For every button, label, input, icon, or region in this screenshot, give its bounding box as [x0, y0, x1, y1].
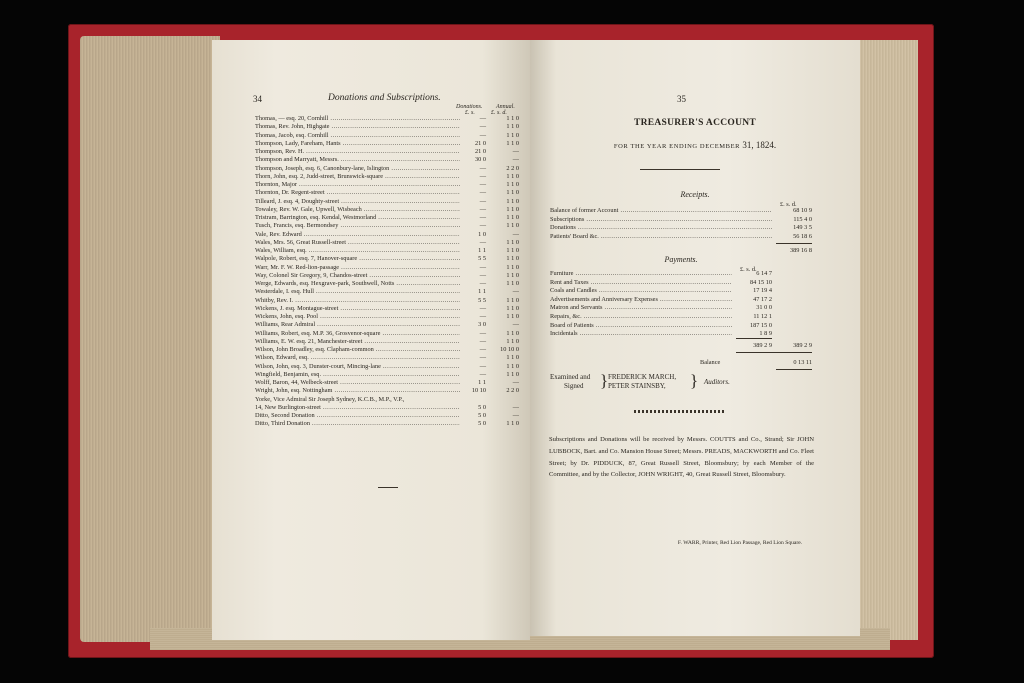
donor-row	[255, 371, 519, 379]
donor-row	[255, 272, 519, 280]
donor-row	[255, 412, 519, 420]
donor-name: Yorke, Vice Admiral Sir Joseph Sydney, K.C.B., M.P., V.P.,	[255, 395, 405, 403]
donor-row	[255, 231, 519, 239]
subtitle-text: FOR THE YEAR ENDING DECEMBER	[613, 143, 741, 150]
donor-name: Thomas, Jacob, esq. Cornhill .....	[255, 132, 460, 140]
payments-rule-2	[736, 352, 812, 353]
payments-item: Board of Patients .....	[550, 322, 732, 329]
end-rule	[378, 487, 398, 488]
subtitle-year: 31, 1824.	[742, 140, 777, 150]
annual-value: 2 2 0	[506, 164, 519, 172]
right-page-number: 35	[677, 94, 686, 104]
donor-name: Vale, Rev. Edward .....	[255, 231, 460, 239]
donor-row	[255, 222, 519, 230]
payments-amount: 31 0 0	[756, 304, 772, 312]
payments-heading: Payments.	[664, 255, 698, 264]
donation-value: 1 1	[478, 288, 486, 296]
auditor-1: FREDERICK MARCH,	[608, 373, 677, 381]
donor-name: Wright, John, esq. Nottingham .....	[255, 387, 460, 395]
balance-label: Balance	[700, 359, 721, 366]
annual-value: 1 1 0	[506, 313, 519, 320]
donor-row	[255, 123, 519, 131]
donor-name: Thompson, Lady, Fareham, Hants .....	[255, 140, 460, 148]
annual-value: 1 1 0	[506, 247, 519, 254]
donor-name: Wingfield, Benjamin, esq. .....	[255, 371, 460, 379]
donor-name: Wilson, Edward, esq. .....	[255, 354, 460, 362]
annual-value: 1 1 0	[506, 123, 519, 131]
payments-rule	[736, 338, 772, 339]
annual-value: 1 1 0	[506, 222, 519, 230]
payments-item: Furniture .....	[550, 270, 732, 277]
annual-value: 1 1 0	[506, 189, 519, 197]
printer-imprint: F. WARR, Printer, Red Lion Passage, Red Lion Square.	[677, 540, 803, 546]
donor-list	[255, 115, 519, 429]
donor-name: Wales, William, esq. .....	[255, 247, 460, 255]
receipts-units: £. s. d.	[780, 201, 797, 208]
donor-name: Thompson, Joseph, esq. 6, Canonbury-lane, Islington .....	[255, 165, 460, 173]
donation-value: 5 0	[478, 403, 486, 411]
auditors-label: Auditors.	[704, 378, 730, 386]
donor-name: Wolff, Baron, 44, Welbeck-street .....	[255, 379, 460, 387]
annual-value: —	[512, 156, 519, 164]
annual-value: —	[512, 148, 519, 155]
donor-row	[255, 140, 519, 148]
annual-value: —	[512, 403, 519, 411]
donation-value: —	[479, 123, 486, 131]
donor-name: Whitby, Rev. I. .....	[255, 297, 460, 305]
right-page	[530, 40, 860, 636]
annual-value: —	[512, 288, 519, 296]
donor-name: Werge, Edwards, esq. Hexgrave-park, Southwell, Notts .....	[255, 280, 460, 288]
donor-name: Williams, E. W. esq. 21, Manchester-street .....	[255, 338, 460, 346]
donation-value: —	[479, 304, 486, 312]
donation-value: 30 0	[474, 156, 486, 164]
donation-value: 5 0	[478, 420, 486, 428]
donation-value: 5 5	[478, 296, 486, 304]
donation-value: 1 0	[478, 230, 486, 238]
donor-row	[255, 330, 519, 338]
payments-total: 389 2 9	[753, 342, 772, 349]
donor-row	[255, 321, 519, 329]
annual-value: 1 1 0	[506, 197, 519, 205]
payments-total-right: 389 2 9	[793, 342, 812, 349]
payments-amount: 47 17 2	[753, 295, 772, 303]
donor-name: Wilson, John Broadley, esq. Clapham-common .....	[255, 346, 460, 354]
payments-item: Coals and Candles .....	[550, 287, 732, 294]
payments-amount: 6 14 7	[756, 270, 772, 277]
donation-value: —	[479, 238, 486, 246]
donor-row	[255, 264, 519, 272]
donor-row	[255, 156, 519, 164]
annual-value: 1 1 0	[506, 131, 519, 139]
donor-name: Way, Colonel Sir Gregory, 9, Chandos-street .....	[255, 272, 460, 280]
donation-value: —	[479, 197, 486, 205]
donor-name: Thomas, — esq. 20, Cornhill .....	[255, 115, 460, 123]
annual-value: 1 1 0	[506, 329, 519, 337]
donation-value: 3 0	[478, 321, 486, 329]
payments-item: Incidentals .....	[550, 330, 732, 337]
donor-row	[255, 346, 519, 354]
payments-amount: 1 8 9	[759, 330, 772, 338]
receipts-amount: 68 10 9	[793, 207, 812, 214]
payments-item: Advertisements and Anniversary Expenses .....	[550, 296, 732, 303]
right-brace: }	[690, 371, 699, 390]
donor-name: Ditto, Third Donation .....	[255, 420, 460, 428]
donor-row	[255, 214, 519, 222]
donor-name: Thomas, Rev. John, Highgate .....	[255, 123, 460, 131]
donation-value: 1 1	[478, 247, 486, 254]
annual-value: —	[512, 379, 519, 386]
donation-value: —	[479, 354, 486, 362]
donor-row	[255, 420, 519, 428]
donation-value: —	[479, 222, 486, 230]
donor-row	[255, 404, 519, 412]
receipts-rule	[776, 243, 812, 244]
donor-row	[255, 280, 519, 288]
donor-name: 14, New Burlington-street .....	[255, 404, 460, 412]
examined-block	[550, 373, 590, 390]
donor-row	[255, 305, 519, 313]
donor-name: Thorn, John, esq. 2, Judd-street, Brunswick-square .....	[255, 173, 460, 181]
annual-value: 1 1 0	[506, 362, 519, 370]
donor-row	[255, 313, 519, 321]
donor-row	[255, 181, 519, 189]
annual-value: 1 1 0	[506, 255, 519, 263]
title-rule	[640, 169, 720, 170]
donation-value: —	[479, 346, 486, 353]
receipts-item: Donations .....	[550, 224, 772, 231]
receipts-amount: 149 3 5	[793, 224, 812, 232]
donor-name: Williams, Robert, esq. M.P. 36, Grosvenor-square .....	[255, 330, 460, 338]
annual-value: 1 1 0	[506, 337, 519, 345]
payments-amount: 187 15 0	[749, 321, 772, 329]
donor-row	[255, 173, 519, 181]
donor-name: Thornton, Dr. Regent-street .....	[255, 189, 460, 197]
annual-value: 1 1 0	[506, 370, 519, 378]
donor-row	[255, 297, 519, 305]
right-page-edges	[858, 40, 918, 640]
donation-value: —	[479, 214, 486, 221]
receipts-item: Subscriptions .....	[550, 216, 772, 223]
donation-value: —	[479, 370, 486, 378]
annual-value: 1 1 0	[506, 181, 519, 188]
donor-name: Ditto, Second Donation .....	[255, 412, 460, 420]
donor-row	[255, 288, 519, 296]
donor-row	[255, 338, 519, 346]
donor-row	[255, 396, 519, 404]
receipts-amount: 115 4 0	[793, 215, 812, 223]
col-donations-units: £. s.	[465, 110, 475, 116]
left-brace: }	[600, 371, 609, 390]
donor-name: Towaley, Rev. W. Gale, Upwell, Wisbeach .....	[255, 206, 460, 214]
left-page-edges	[80, 36, 220, 642]
subscription-notice: Subscriptions and Donations will be received by Messrs. COUTTS and Co., Strand; Sir JOHN LUBBOCK, Bart. and Co. Mansion House Street; Messrs. PREADS, MACKWORTH and Co. Fleet Street; by Dr. PIDDUCK, 87, Great Russell Street, Bloomsbury; by each Member of the Committee, and by the Collector, JOHN WRIGHT, 40, Great Russell Street, Bloomsbury.	[549, 436, 814, 479]
donation-value: —	[479, 280, 486, 287]
annual-value: 1 1 0	[506, 304, 519, 312]
receipts-heading: Receipts.	[680, 190, 710, 199]
donation-value: 5 0	[478, 412, 486, 419]
donor-row	[255, 255, 519, 263]
donor-name: Wickens, John, esq. Pool .....	[255, 313, 460, 321]
payments-amount: 84 15 10	[749, 278, 772, 286]
donation-value: —	[479, 205, 486, 213]
donor-name: Williams, Rear Admiral .....	[255, 321, 460, 329]
donor-name: Walpole, Robert, esq. 7, Hanover-square .....	[255, 255, 460, 263]
receipts-item: Patients' Board &c. .....	[550, 233, 772, 240]
annual-value: 10 10 0	[500, 346, 519, 353]
annual-value: 1 1 0	[506, 280, 519, 287]
left-page-number: 34	[253, 94, 262, 104]
col-donations-header: Donations.	[456, 104, 483, 110]
donation-value: 5 5	[478, 255, 486, 263]
donation-value: 1 1	[478, 379, 486, 386]
annual-value: 1 1 0	[506, 420, 519, 428]
donor-row	[255, 247, 519, 255]
donor-name: Westerdale, I. esq. Hull .....	[255, 288, 460, 296]
auditor-2: PETER STAINSBY,	[608, 381, 666, 390]
donor-name: Wales, Mrs. 56, Great Russell-street .....	[255, 239, 460, 247]
annual-value: 1 1 0	[506, 238, 519, 246]
donation-value: —	[479, 337, 486, 345]
donor-row	[255, 165, 519, 173]
donor-name: Tristram, Barrington, esq. Kendal, Westmorland .....	[255, 214, 460, 222]
donation-value: —	[479, 164, 486, 172]
donor-row	[255, 148, 519, 156]
col-annual-header: Annual.	[496, 104, 515, 110]
annual-value: —	[512, 230, 519, 238]
ornament-rule	[634, 410, 724, 413]
annual-value: 2 2 0	[506, 387, 519, 395]
receipts-total: 389 16 8	[789, 247, 812, 254]
donation-value: 10 10	[471, 387, 486, 395]
donation-value: —	[479, 271, 486, 279]
annual-value: 1 1 0	[506, 172, 519, 180]
balance-rule	[776, 369, 812, 370]
payments-units: £. s. d.	[740, 266, 757, 273]
donation-value: —	[479, 329, 486, 337]
donation-value: —	[479, 131, 486, 139]
annual-value: 1 1 0	[506, 115, 519, 122]
donation-value: 21 0	[474, 139, 486, 147]
receipts-amount: 56 18 6	[793, 232, 812, 240]
donor-name: Wilson, John, esq. 3, Dunster-court, Mincing-lane .....	[255, 363, 460, 371]
examined-line-2: Signed	[564, 381, 584, 390]
annual-value: 1 1 0	[506, 354, 519, 362]
donor-name: Thompson and Marryatt, Messrs. .....	[255, 156, 460, 164]
payments-item: Repairs, &c. .....	[550, 313, 732, 320]
col-annual-units: £. s. d.	[491, 110, 507, 116]
annual-value: —	[512, 321, 519, 329]
annual-value: 1 1 0	[506, 271, 519, 279]
donor-name: Tusch, Francis, esq. Bermondsey .....	[255, 222, 460, 230]
donor-name: Wickens, J. esq. Montague-street .....	[255, 305, 460, 313]
donor-row	[255, 132, 519, 140]
donor-row	[255, 363, 519, 371]
donation-value: —	[479, 313, 486, 320]
running-head: Donations and Subscriptions.	[328, 93, 441, 103]
donor-row	[255, 379, 519, 387]
donation-value: 21 0	[474, 148, 486, 155]
auditors-names	[608, 373, 676, 390]
annual-value: 1 1 0	[506, 296, 519, 304]
donor-name: Warr, Mr. F. W. Red-lion-passage .....	[255, 264, 460, 272]
receipts-item: Balance of former Account .....	[550, 207, 772, 214]
payments-item: Matron and Servants .....	[550, 304, 732, 311]
examined-line-1: Examined and	[550, 373, 591, 381]
donor-row	[255, 387, 519, 395]
treasurer-subtitle	[530, 140, 860, 150]
annual-value: —	[512, 412, 519, 419]
donation-value: —	[479, 172, 486, 180]
donor-row	[255, 354, 519, 362]
donor-row	[255, 198, 519, 206]
donor-row	[255, 206, 519, 214]
donation-value: —	[479, 115, 486, 122]
donor-name: Tilleard, J. esq. 4, Doughty-street .....	[255, 198, 460, 206]
annual-value: 1 1 0	[506, 263, 519, 271]
annual-value: 1 1 0	[506, 214, 519, 221]
donation-value: —	[479, 263, 486, 271]
annual-value: 1 1 0	[506, 139, 519, 147]
donation-value: —	[479, 181, 486, 188]
annual-value: 1 1 0	[506, 205, 519, 213]
payments-item: Rent and Taxes .....	[550, 279, 732, 286]
donor-row	[255, 189, 519, 197]
donor-row	[255, 239, 519, 247]
treasurer-title: TREASURER'S ACCOUNT	[633, 118, 757, 128]
donation-value: —	[479, 362, 486, 370]
payments-amount: 17 19 4	[753, 287, 772, 295]
donor-name: Thompson, Rev. H. .....	[255, 148, 460, 156]
donor-row	[255, 115, 519, 123]
payments-amount: 11 12 1	[753, 313, 772, 320]
balance-value: 0 13 11	[793, 359, 812, 366]
donation-value: —	[479, 189, 486, 197]
donor-name: Thornton, Major .....	[255, 181, 460, 189]
